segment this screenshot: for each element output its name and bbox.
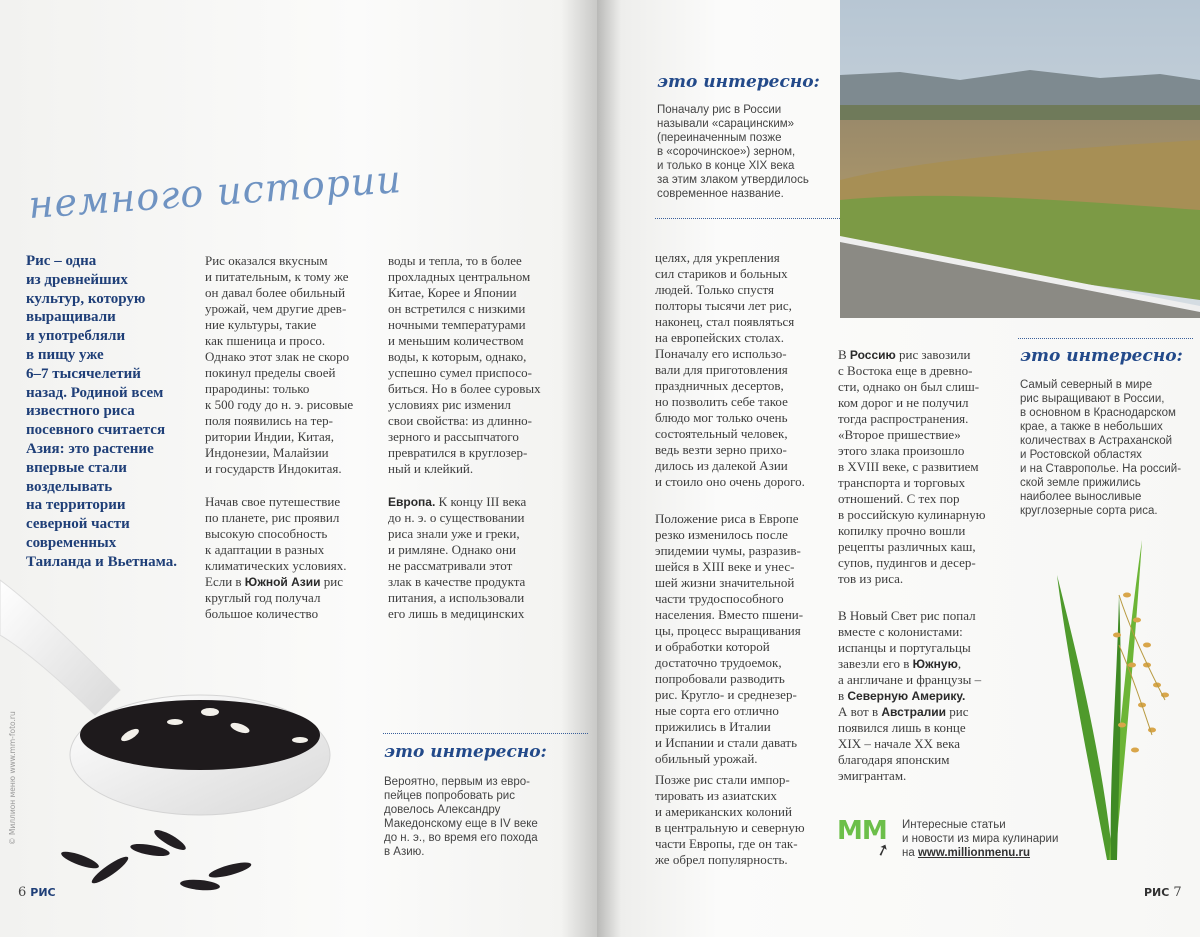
page-folio: РИС 7	[1144, 885, 1182, 900]
cursor-icon: ➚	[873, 838, 893, 861]
spoon-with-black-rice-photo	[0, 540, 370, 920]
callout-heading: это интересно:	[1020, 346, 1183, 366]
paragraph: Положение риса в Европе резко изменилось после эпидемии чумы, разразив- шейся в XIII веке и унес- шей жизни значительной части трудоспособного населения. Вместо пшени- цы, процесс выращивания и обработки которой достаточно трудоемок, попробовали разводить рис. Кругло- и среднезер- ные сорта его отлично прижились в Италии и Испании и стали давать обильный урожай.	[655, 511, 804, 766]
divider	[655, 218, 840, 219]
rice-field-photo	[840, 0, 1200, 318]
lead-paragraph: Рис – одна из древнейших культур, которую выращивали и употребляли в пищу уже 6–7 тысячелетий назад. Родиной всем известного риса посевного считается Азия: это растение впервые стали возделывать на территории северной части современных Таиланда и Вьетнама.	[26, 253, 178, 570]
rice-plant-illustration	[1047, 535, 1177, 865]
paragraph: В Новый Свет рис попал вместе с колонистами: испанцы и португальцы завезли его в Южную, а англичане и французы – в Северную Америку. А вот в Австралии рис появился лишь в конце XIX – начале XX века благодаря японским эмигрантам.	[838, 608, 982, 783]
millionmenu-logo: MM	[837, 816, 887, 846]
paragraph: Европа. К концу III века до н. э. о существовании риса знали уже и греки, и римляне. Однако они не рассматривали этот злак в качестве продукта питания, а использовали его лишь в медицинских	[388, 494, 527, 621]
callout-heading: это интересно:	[384, 742, 547, 762]
paragraph: В Россию рис завозили с Востока еще в древно- сти, однако он был слиш- ком дорог и не получил тогда распространения. «Второе пришествие» этого злака произошло в XVIII веке, с развитием транспорта и торговых отношений. С тех пор в российскую кулинарную копилку прочно вошли рецепты различных каш, супов, пудингов и десер- тов из риса.	[838, 347, 986, 586]
page-folio: 6 РИС	[18, 885, 56, 900]
paragraph: Позже рис стали импор- тировать из азиатских и американских колоний в центральную и северную части Европы, где он так- же обрел популярность.	[655, 772, 805, 867]
right-page	[597, 0, 1200, 937]
callout-heading: это интересно:	[657, 72, 820, 92]
left-page	[0, 0, 597, 937]
paragraph: Рис оказался вкусным и питательным, к тому же он давал более обильный урожай, чем другие древ- ние культуры, такие как пшеница и просо. Однако этот злак не скоро покинул пределы своей прародины: только к 500 году до н. э. рисовые поля появились на тер- ритории Индии, Китая, Индонезии, Малайзии и государств Индокитая.	[205, 253, 354, 476]
promo-text: Интересные статьи и новости из мира кулинарии на www.millionmenu.ru	[902, 819, 1059, 859]
photo-credit: © Миллион меню www.mm-foto.ru	[8, 711, 17, 845]
divider	[383, 733, 588, 734]
divider	[1018, 338, 1193, 339]
section-title: немного истории	[26, 157, 404, 227]
callout-text: Поначалу рис в России называли «сарацинским» (переиначенным позже в «сорочинское») зерном, и только в конце XIX века за этим злаком утвердилось современное название.	[657, 104, 809, 200]
paragraph: Начав свое путешествие по планете, рис проявил высокую способность к адаптации в разных климатических условиях. Если в Южной Азии рис круглый год получал большое количество	[205, 494, 347, 621]
paragraph: целях, для укрепления сил стариков и больных людей. Только спустя полторы тысячи лет рис, наконец, стал появляться на европейских столах. Поначалу его использо- вали для приготовления праздничных десертов, но позволить себе такое блюдо мог только очень состоятельный человек, ведь везти зерно прихо- дилось из далекой Азии и стоило оно очень дорого.	[655, 250, 805, 489]
callout-text: Вероятно, первым из евро- пейцев попробовать рис довелось Александру Македонскому еще в IV веке до н. э., во время его похода в Азию.	[384, 776, 538, 858]
callout-text: Самый северный в мире рис выращивают в России, в основном в Краснодарском крае, а также в небольших количествах в Астраханской и Ростовской областях и на Ставрополье. На россий- ской земле прижились наиболее выносливые круглозерные сорта риса.	[1020, 379, 1182, 517]
millionmenu-link[interactable]: www.millionmenu.ru	[917, 847, 1030, 859]
paragraph: воды и тепла, то в более прохладных центральном Китае, Корее и Японии он встретился с низкими ночными температурами и меньшим количеством воды, к которым, однако, успешно сумел приспосо- биться. Но в более суровых условиях рис изменил свои свойства: из длинно- зерного и рассыпчатого превратился в круглозер- ный и клейкий.	[388, 253, 541, 476]
